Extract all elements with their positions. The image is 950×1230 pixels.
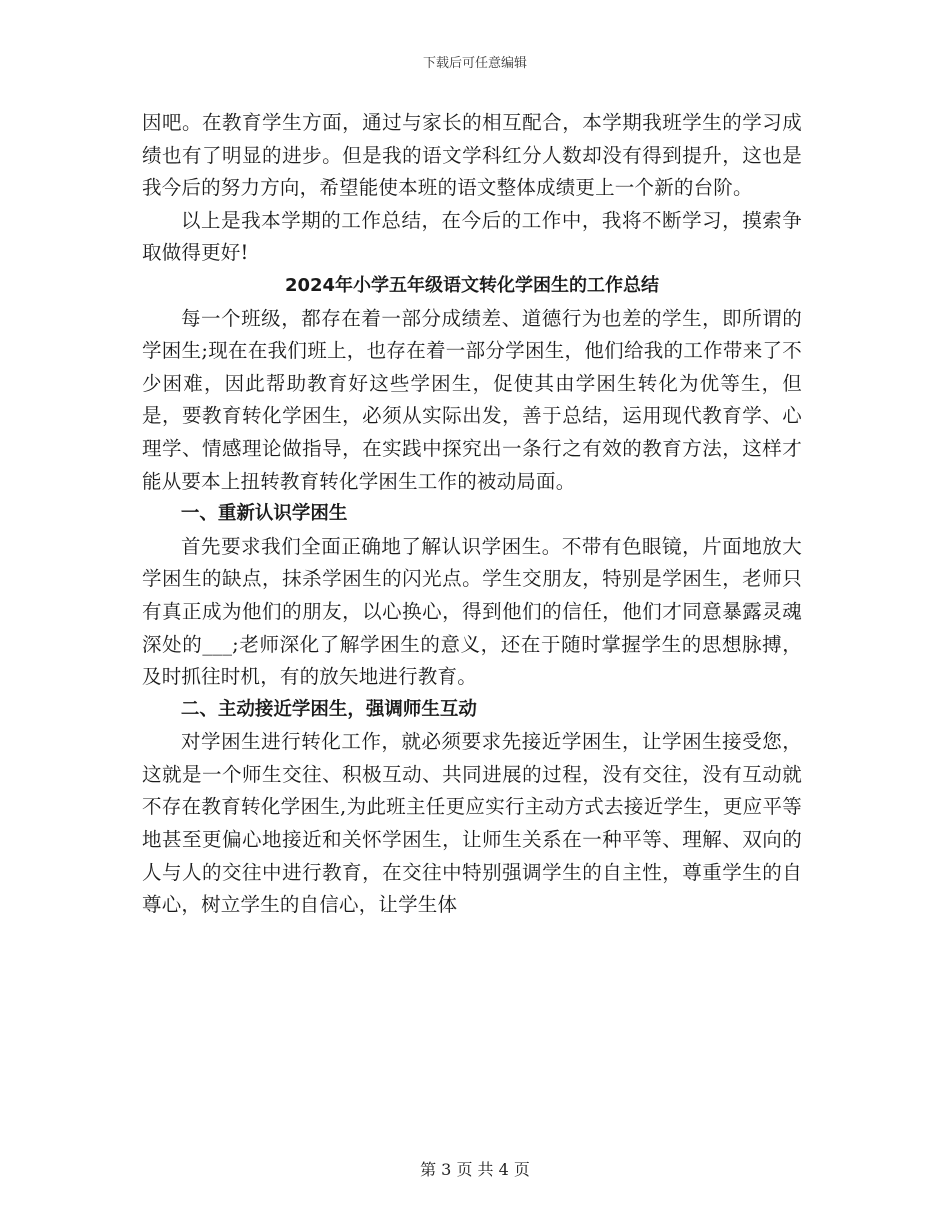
section-heading-1: 一、重新认识学困生 (180, 503, 348, 525)
document-title: 2024年小学五年级语文转化学困生的工作总结 (284, 274, 660, 296)
section-heading-2: 二、主动接近学困生，强调师生互动 (180, 698, 477, 720)
header-note: 下载后可任意编辑 (422, 56, 527, 71)
paragraph-section-2: 对学困生进行转化工作，就必须要求先接近学困生，让学困生接受您，这就是一个师生交往、积极互动、共同进展的过程，没有交往，没有互动就不存在教育转化学困生,为此班主任更应实行主动方式去接近学生，更应平等地甚至更偏心地接近和关怀学困生，让师生关系在一种平等、理解、双向的人与人的交往中进行教育，在交往中特别强调学生的自主性，尊重学生的自尊心，树立学生的自信心，让学生体 (142, 730, 802, 917)
paragraph-continuation: 因吧。在教育学生方面，通过与家长的相互配合，本学期我班学生的学习成绩也有了明显的进步。但是我的语文学科红分人数却没有得到提升，这也是我今后的努力方向，希望能使本班的语文整体成绩更上一个新的台阶。 (142, 111, 802, 200)
paragraph-closing: 以上是我本学期的工作总结，在今后的工作中，我将不断学习，摸索争取做得更好! (142, 208, 802, 265)
document-body (142, 107, 802, 922)
paragraph-intro: 每一个班级，都存在着一部分成绩差、道德行为也差的学生，即所谓的学困生;现在在我们班上，也存在着一部分学困生，他们给我的工作带来了不少困难，因此帮助教育好这些学困生，促使其由学困生转化为优等生，但是，要教育转化学困生，必须从实际出发，善于总结，运用现代教育学、心理学、情感理论做指导，在实践中探究出一条行之有效的教育方法，这样才能从要本上扭转教育转化学困生工作的被动局面。 (142, 306, 802, 493)
paragraph-section-1: 首先要求我们全面正确地了解认识学困生。不带有色眼镜，片面地放大学困生的缺点，抹杀学困生的闪光点。学生交朋友，特别是学困生，老师只有真正成为他们的朋友，以心换心，得到他们的信任，他们才同意暴露灵魂深处的___;老师深化了解学困生的意义，还在于随时掌握学生的思想脉搏，及时抓往时机，有的放矢地进行教育。 (142, 534, 802, 689)
page-number: 第 3 页 共 4 页 (420, 1160, 530, 1179)
